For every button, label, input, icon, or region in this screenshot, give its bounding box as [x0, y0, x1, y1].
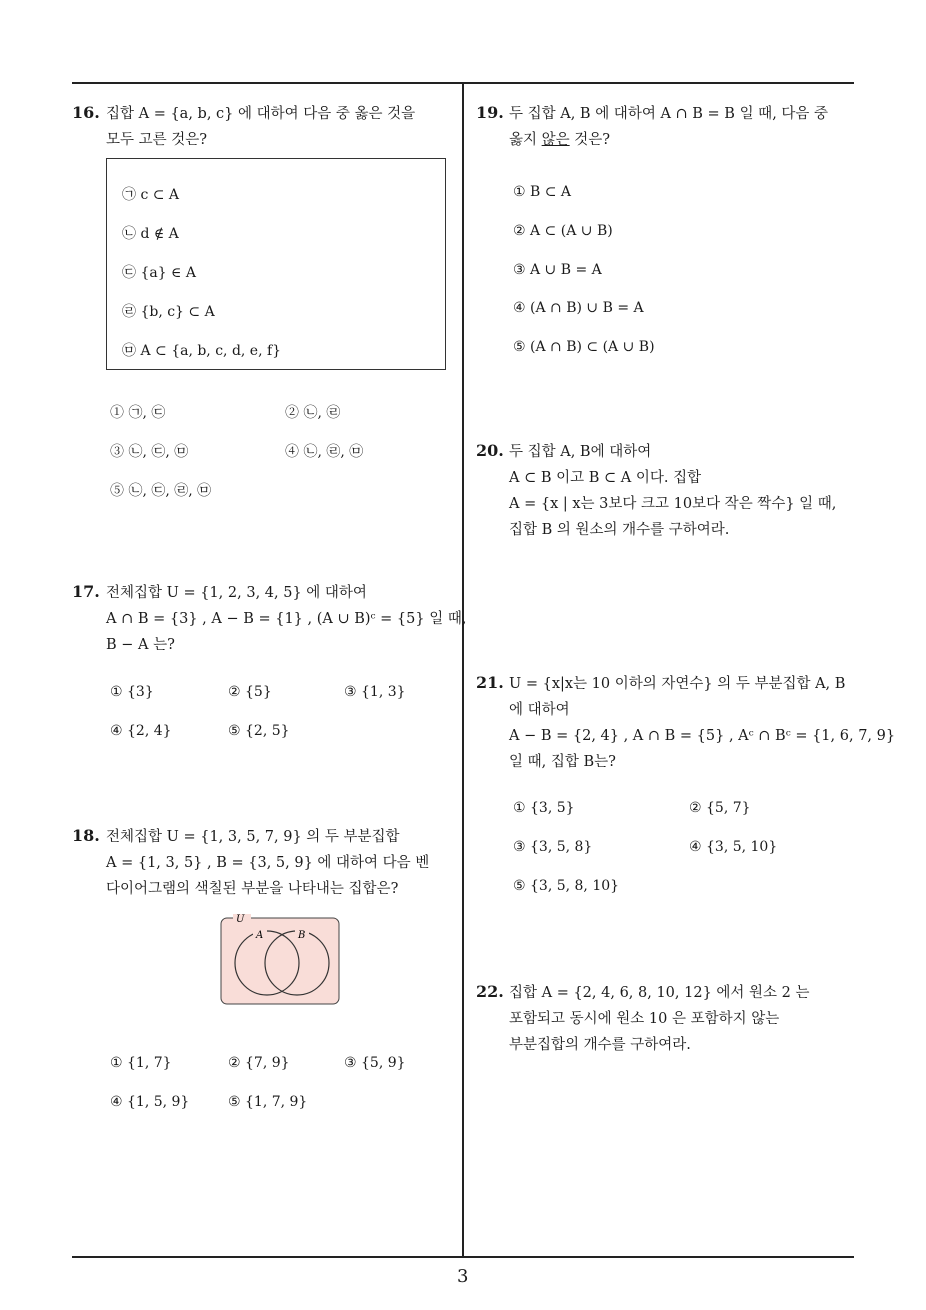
question-line: 다이어그램의 색칠된 부분을 나타내는 집합은? [106, 881, 399, 897]
question-text [106, 580, 466, 658]
question-line: 집합 A = {a, b, c} 에 대하여 다음 중 옳은 것을 [106, 106, 416, 122]
answer-choice[interactable]: ③ ㉡, ㉢, ㉤ [110, 444, 189, 460]
answer-choice[interactable]: ④ {3, 5, 10} [689, 839, 778, 855]
question-line: A = {1, 3, 5} , B = {3, 5, 9} 에 대하여 다음 벤 [106, 855, 430, 871]
answer-choice[interactable]: ② {5, 7} [689, 800, 751, 816]
statement: ㉣ {b, c} ⊂ A [122, 304, 215, 320]
question-line: 전체집합 U = {1, 3, 5, 7, 9} 의 두 부분집합 [106, 829, 400, 845]
answer-choice[interactable]: ④ (A ∩ B) ∪ B = A [513, 300, 644, 316]
answer-choice[interactable]: ④ {1, 5, 9} [110, 1094, 190, 1110]
answer-choice[interactable]: ⑤ ㉡, ㉢, ㉣, ㉤ [110, 483, 212, 499]
answer-choice[interactable]: ① {3, 5} [513, 800, 575, 816]
question-line: 모두 고른 것은? [106, 132, 208, 148]
page-number: 3 [457, 1266, 469, 1287]
answer-choice[interactable]: ⑤ (A ∩ B) ⊂ (A ∪ B) [513, 339, 655, 355]
question-line: B − A 는? [106, 637, 175, 653]
answer-choice[interactable]: ① {3} [110, 684, 154, 700]
question-line: 집합 A = {2, 4, 6, 8, 10, 12} 에서 원소 2 는 [509, 985, 810, 1001]
question-line: 옳지 않은 것은? [509, 132, 611, 148]
column-divider [462, 82, 464, 1257]
question-number: 18. [72, 826, 100, 845]
answer-choice[interactable]: ① B ⊂ A [513, 184, 572, 200]
question-number: 21. [476, 673, 504, 692]
question-line: 부분집합의 개수를 구하여라. [509, 1037, 691, 1053]
question-line: A ⊂ B 이고 B ⊂ A 이다. 집합 [509, 470, 702, 486]
question-number: 20. [476, 441, 504, 460]
question-number: 22. [476, 982, 504, 1001]
question-line: U = {x|x는 10 이하의 자연수} 의 두 부분집합 A, B [509, 676, 846, 692]
question-text [509, 439, 836, 543]
answer-choice[interactable]: ② ㉡, ㉣ [285, 405, 341, 421]
answer-choice[interactable]: ③ {1, 3} [344, 684, 406, 700]
question-line: 포함되고 동시에 원소 10 은 포함하지 않는 [509, 1011, 780, 1027]
answer-choice[interactable]: ④ ㉡, ㉣, ㉤ [285, 444, 364, 460]
statement: ㉡ d ∉ A [122, 226, 179, 242]
question-line: 두 집합 A, B에 대하여 [509, 444, 652, 460]
statement: ㉢ {a} ∈ A [122, 265, 196, 281]
set-a-label: A [256, 930, 264, 941]
question-line: 집합 B 의 원소의 개수를 구하여라. [509, 522, 730, 538]
answer-choice[interactable]: ② {5} [228, 684, 272, 700]
answer-choice[interactable]: ③ {5, 9} [344, 1055, 406, 1071]
question-text [509, 101, 828, 153]
answer-choice[interactable]: ③ A ∪ B = A [513, 262, 602, 278]
question-number: 16. [72, 103, 100, 122]
bottom-rule [72, 1256, 854, 1258]
question-line: A = {x | x는 3보다 크고 10보다 작은 짝수} 일 때, [509, 496, 837, 512]
question-text [106, 101, 415, 153]
question-line: 일 때, 집합 B는? [509, 754, 616, 770]
question-number: 17. [72, 582, 100, 601]
question-number: 19. [476, 103, 504, 122]
answer-choice[interactable]: ⑤ {1, 7, 9} [228, 1094, 308, 1110]
statement: ㉤ A ⊂ {a, b, c, d, e, f} [122, 343, 282, 359]
question-line: 에 대하여 [509, 702, 570, 718]
underlined-emphasis: 않은 [541, 132, 570, 148]
answer-choice[interactable]: ② A ⊂ (A ∪ B) [513, 223, 613, 239]
answer-choice[interactable]: ① ㉠, ㉢ [110, 405, 166, 421]
set-b-label: B [298, 930, 306, 941]
answer-choice[interactable]: ① {1, 7} [110, 1055, 172, 1071]
answer-choice[interactable]: ⑤ {3, 5, 8, 10} [513, 878, 620, 894]
universe-rect [221, 918, 339, 1004]
answer-choice[interactable]: ③ {3, 5, 8} [513, 839, 593, 855]
question-line: 전체집합 U = {1, 2, 3, 4, 5} 에 대하여 [106, 585, 367, 601]
question-line: A − B = {2, 4} , A ∩ B = {5} , Aᶜ ∩ Bᶜ = {1, 6, 7, 9} [509, 728, 896, 744]
universe-label: U [236, 914, 245, 925]
answer-choice[interactable]: ⑤ {2, 5} [228, 723, 290, 739]
question-line: A ∩ B = {3} , A − B = {1} , (A ∪ B)ᶜ = {5} 일 때, [106, 611, 467, 627]
question-text [509, 671, 895, 775]
question-text [509, 980, 810, 1058]
answer-choice[interactable]: ② {7, 9} [228, 1055, 290, 1071]
statement: ㉠ c ⊂ A [122, 187, 180, 203]
question-text [106, 824, 429, 902]
venn-diagram [219, 914, 341, 1006]
question-line: 두 집합 A, B 에 대하여 A ∩ B = B 일 때, 다음 중 [509, 106, 829, 122]
answer-choice[interactable]: ④ {2, 4} [110, 723, 172, 739]
